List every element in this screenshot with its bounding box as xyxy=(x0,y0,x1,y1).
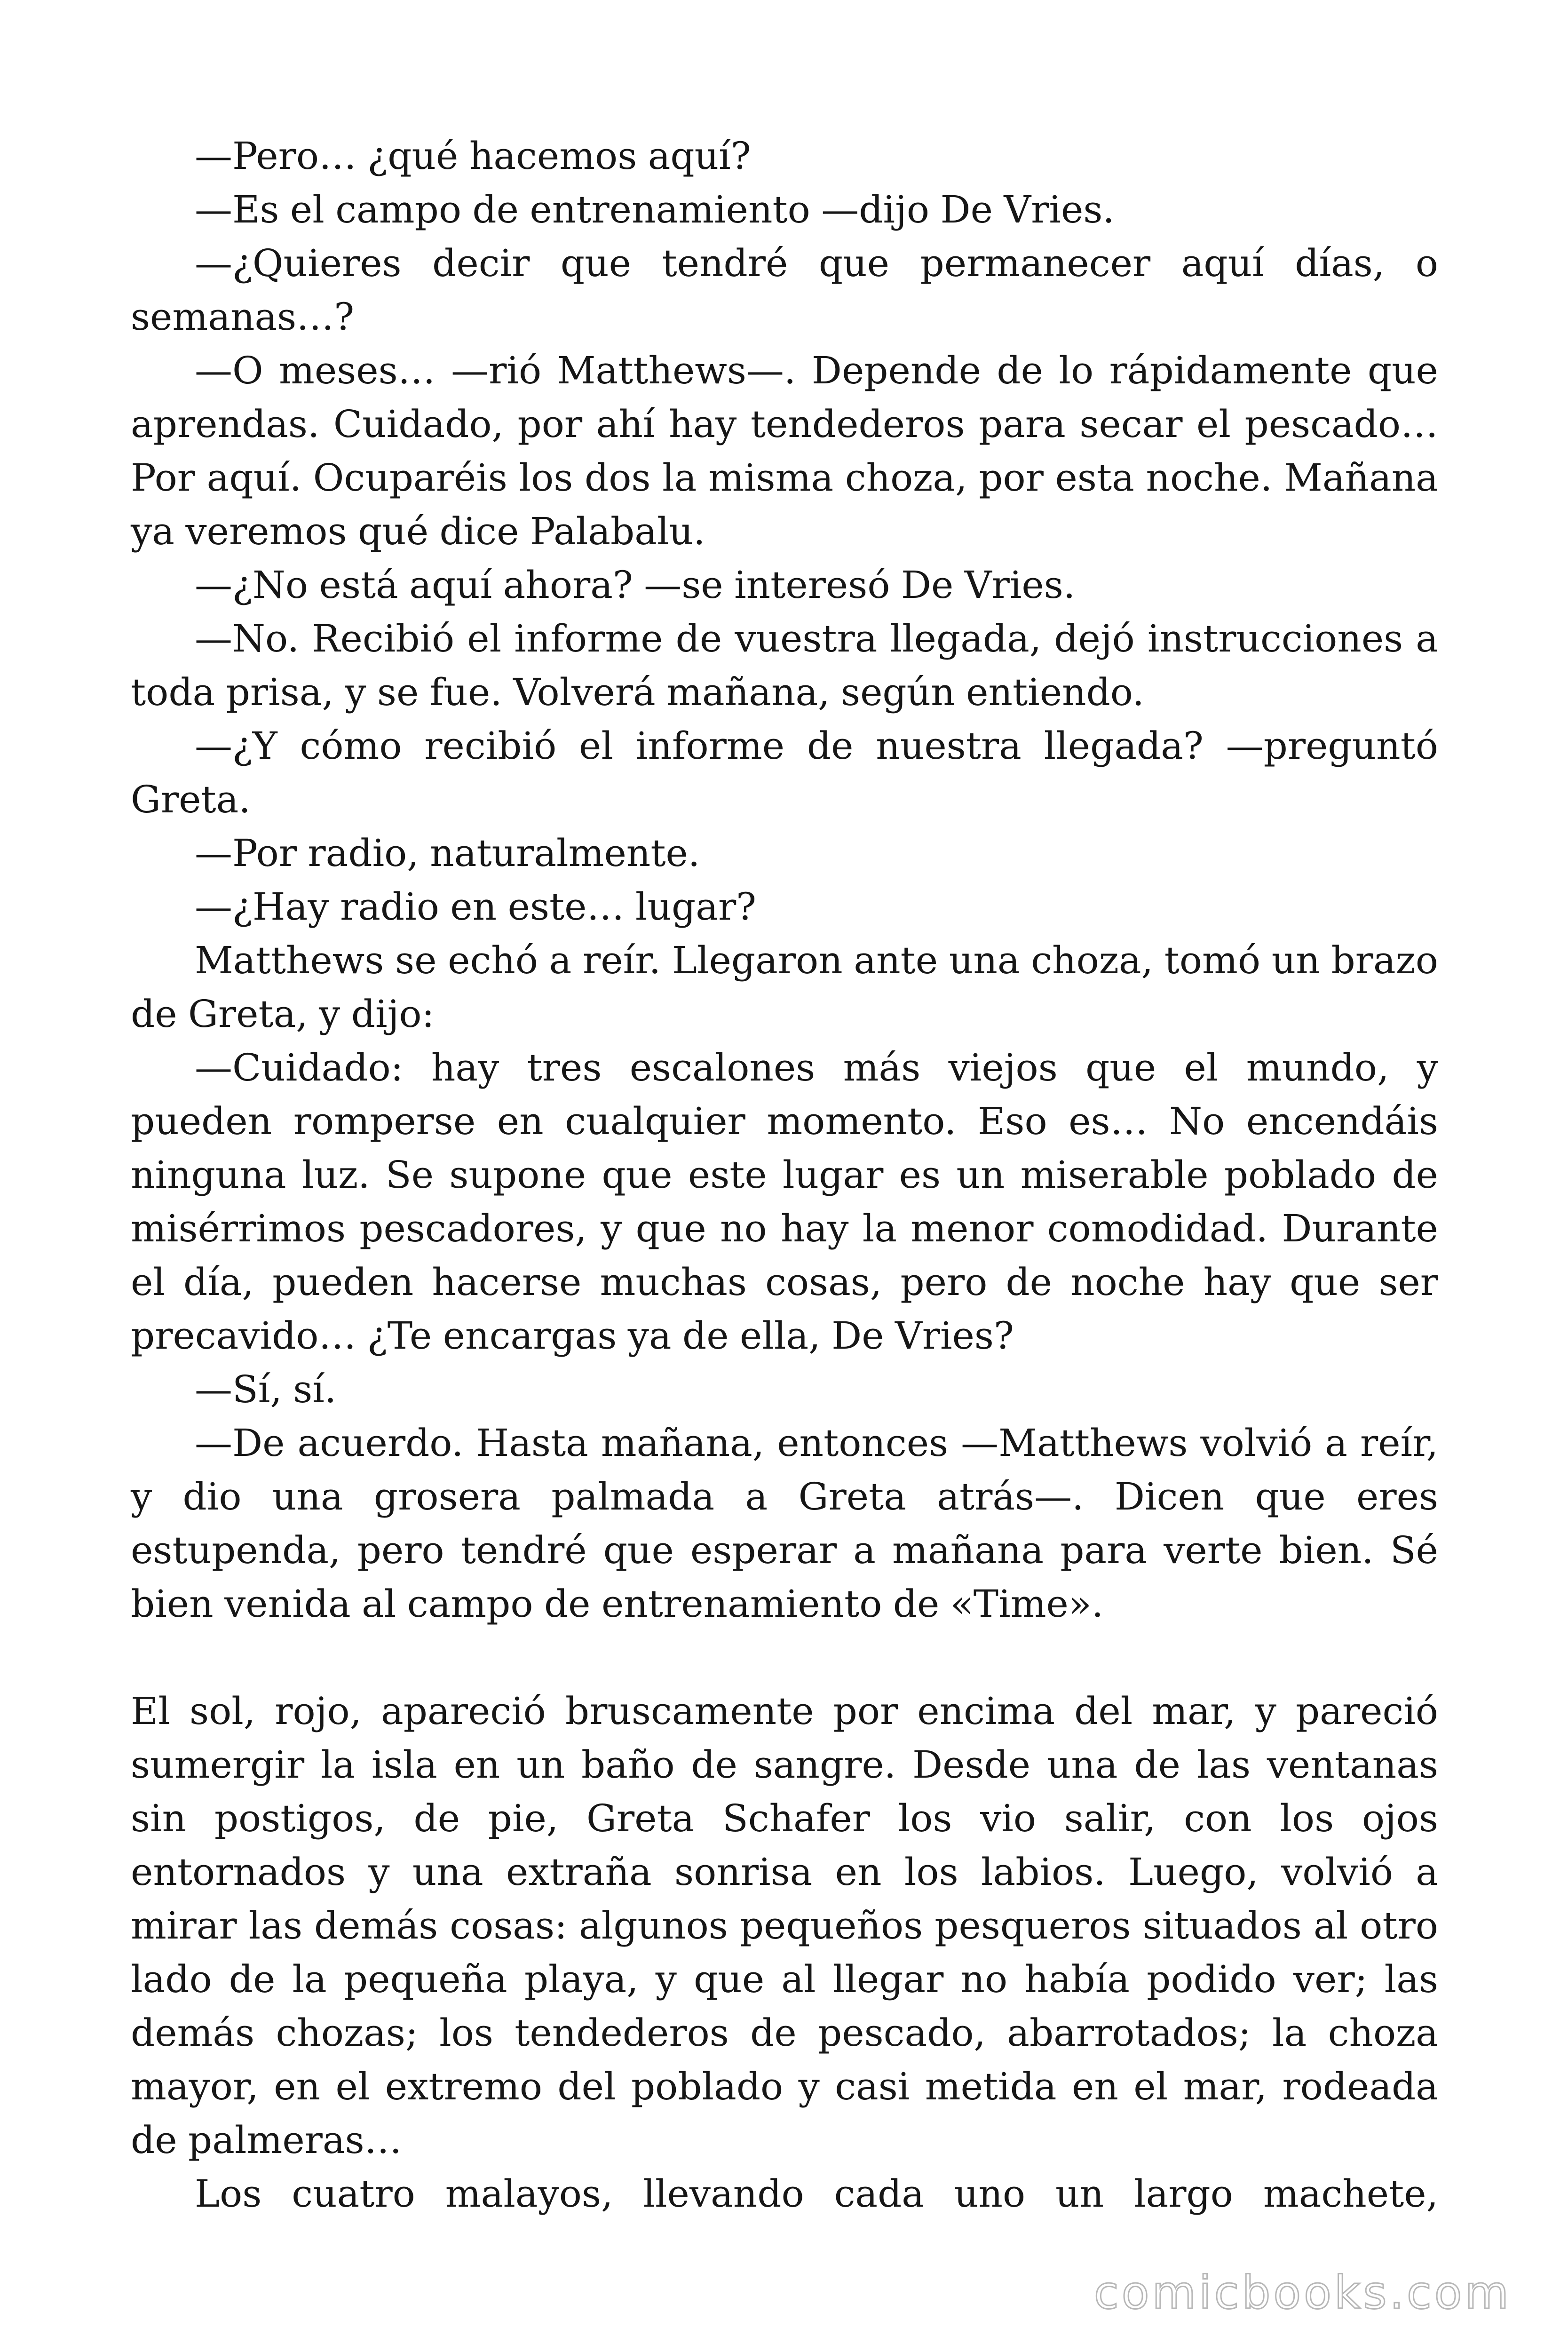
paragraph-3: —¿Quieres decir que tendré que permanecer aquí días, o semanas…? xyxy=(131,241,1438,339)
paragraph-10: Matthews se echó a reír. Llegaron ante una choza, tomó un brazo de Greta, y dijo: xyxy=(131,938,1438,1036)
paragraph-5: —¿No está aquí ahora? —se interesó De Vries. xyxy=(195,563,1076,607)
paragraph-6: —No. Recibió el informe de vuestra llegada, dejó instrucciones a toda prisa, y se fue. Volverá mañana, según entiendo. xyxy=(131,617,1438,714)
body-text xyxy=(131,129,1438,2221)
paragraph-14: El sol, rojo, apareció bruscamente por encima del mar, y pareció sumergir la isla en un baño de sangre. Desde una de las ventanas sin postigos, de pie, Greta Schafer los vio salir, con los ojos entornados y una extraña sonrisa en los labios. Luego, volvió a mirar las demás cosas: algunos pequeños pesqueros situados al otro lado de la pequeña playa, y que al llegar no había podido ver; las demás chozas; los tendederos de pescado, abarrotados; la choza mayor, en el extremo del poblado y casi metida en el mar, rodeada de palmeras… xyxy=(131,1689,1438,2162)
paragraph-11: —Cuidado: hay tres escalones más viejos que el mundo, y pueden romperse en cualquier momento. Eso es… No encendáis ninguna luz. Se supone que este lugar es un miserable poblado de misérrimos pescadores, y que no hay la menor comodidad. Durante el día, pueden hacerse muchas cosas, pero de noche hay que ser precavido… ¿Te encargas ya de ella, De Vries? xyxy=(131,1046,1438,1358)
paragraph-8: —Por radio, naturalmente. xyxy=(195,831,700,875)
paragraph-13: —De acuerdo. Hasta mañana, entonces —Matthews volvió a reír, y dio una grosera palmada a Greta atrás—. Dicen que eres estupenda, pero tendré que esperar a mañana para verte bien. Sé bien venida al campo de entrenamiento de «Time». xyxy=(131,1421,1438,1626)
paragraph-4: —O meses… —rió Matthews—. Depende de lo rápidamente que aprendas. Cuidado, por ahí hay tendederos para secar el pescado… Por aquí. Ocuparéis los dos la misma choza, por esta noche. Mañana ya veremos qué dice Palabalu. xyxy=(131,349,1438,553)
paragraph-9: —¿Hay radio en este… lugar? xyxy=(195,885,757,929)
paragraph-15: Los cuatro malayos, llevando cada uno un largo machete, xyxy=(195,2172,1438,2216)
paragraph-1: —Pero… ¿qué hacemos aquí? xyxy=(195,134,751,178)
paragraph-2: —Es el campo de entrenamiento —dijo De Vries. xyxy=(195,188,1115,231)
paragraph-12: —Sí, sí. xyxy=(195,1367,337,1411)
paragraph-7: —¿Y cómo recibió el informe de nuestra llegada? —preguntó Greta. xyxy=(131,724,1438,821)
section-break xyxy=(131,1631,1438,1685)
watermark-logo: comicbooks.com xyxy=(1093,2266,1512,2319)
